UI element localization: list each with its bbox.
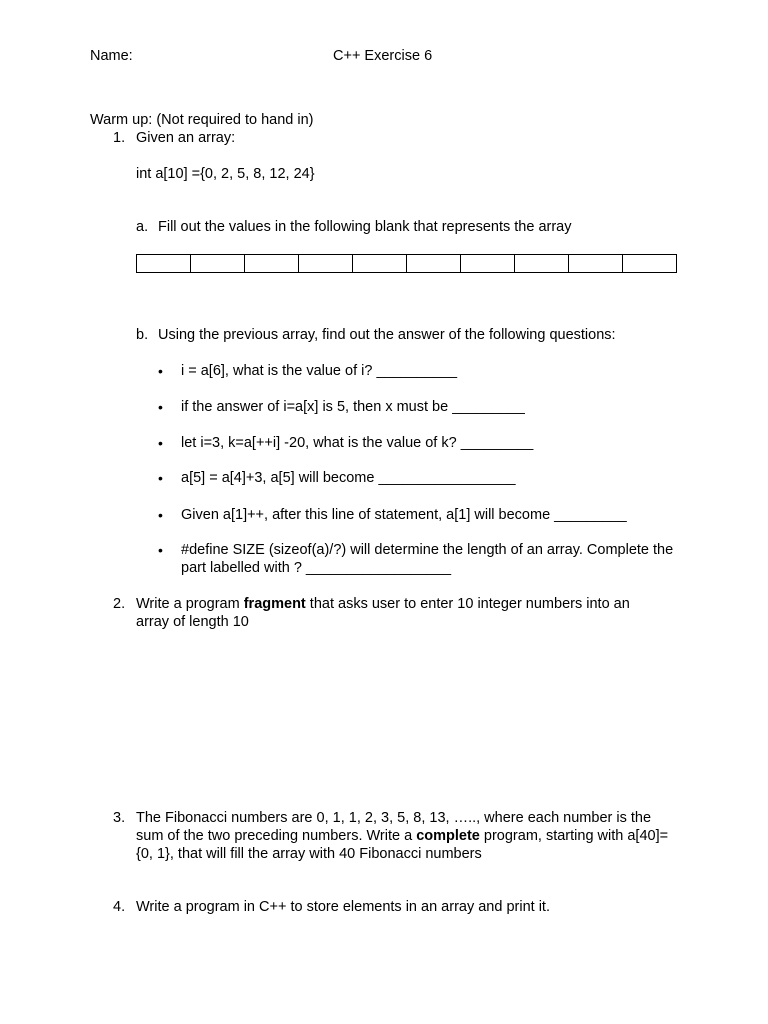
q1a-text: Fill out the values in the following blank that represents the array xyxy=(158,219,572,235)
q1b-text: Using the previous array, find out the answer of the following questions: xyxy=(158,327,616,343)
array-blank-table xyxy=(136,254,677,273)
q3-bold-word: complete xyxy=(416,828,480,844)
q4-text: Write a program in C++ to store elements in an array and print it. xyxy=(136,899,550,915)
warmup-label: Warm up: (Not required to hand in) xyxy=(90,112,314,128)
q1b-item: Given a[1]++, after this line of statement, a[1] will become _________ xyxy=(181,507,627,523)
bullet-icon: • xyxy=(158,542,163,558)
q3-text: The Fibonacci numbers are 0, 1, 1, 2, 3, 5, 8, 13, ….., where each number is the sum of the two preceding numbers. Write a complete program, starting with a[40]={0, 1}, that will fill the array with 40 Fibonacci numbers xyxy=(136,810,669,862)
q1b-item: let i=3, k=a[++i] -20, what is the value of k? _________ xyxy=(181,435,534,451)
q1a-letter: a. xyxy=(136,219,149,235)
bullet-icon: • xyxy=(158,470,163,486)
page-title: C++ Exercise 6 xyxy=(333,48,433,64)
bullet-icon: • xyxy=(158,363,163,379)
q2-number: 2. xyxy=(113,596,126,612)
q2-bold-word: fragment xyxy=(243,596,306,612)
q2-text: Write a program fragment that asks user to enter 10 integer numbers into an array of length 10 xyxy=(136,596,630,630)
array-cell[interactable] xyxy=(299,255,353,273)
q1-number: 1. xyxy=(113,130,126,146)
array-cell[interactable] xyxy=(191,255,245,273)
array-cell[interactable] xyxy=(407,255,461,273)
q3-number: 3. xyxy=(113,810,126,826)
array-cell[interactable] xyxy=(623,255,677,273)
q4-number: 4. xyxy=(113,899,126,915)
bullet-icon: • xyxy=(158,507,163,523)
q1-code: int a[10] ={0, 2, 5, 8, 12, 24} xyxy=(136,166,315,182)
array-cell[interactable] xyxy=(515,255,569,273)
q1b-item: if the answer of i=a[x] is 5, then x must be _________ xyxy=(181,399,525,415)
q1b-letter: b. xyxy=(136,327,149,343)
q1b-item: #define SIZE (sizeof(a)/?) will determine the length of an array. Complete the part labelled with ? __________________ xyxy=(181,542,674,576)
bullet-icon: • xyxy=(158,435,163,451)
name-label: Name: xyxy=(90,48,133,64)
array-cell[interactable] xyxy=(245,255,299,273)
bullet-icon: • xyxy=(158,399,163,415)
q1-text: Given an array: xyxy=(136,130,236,146)
q1b-item: i = a[6], what is the value of i? __________ xyxy=(181,363,458,379)
array-cell[interactable] xyxy=(461,255,515,273)
array-cell[interactable] xyxy=(569,255,623,273)
q1b-item: a[5] = a[4]+3, a[5] will become _________________ xyxy=(181,470,516,486)
array-cell[interactable] xyxy=(137,255,191,273)
array-cell[interactable] xyxy=(353,255,407,273)
